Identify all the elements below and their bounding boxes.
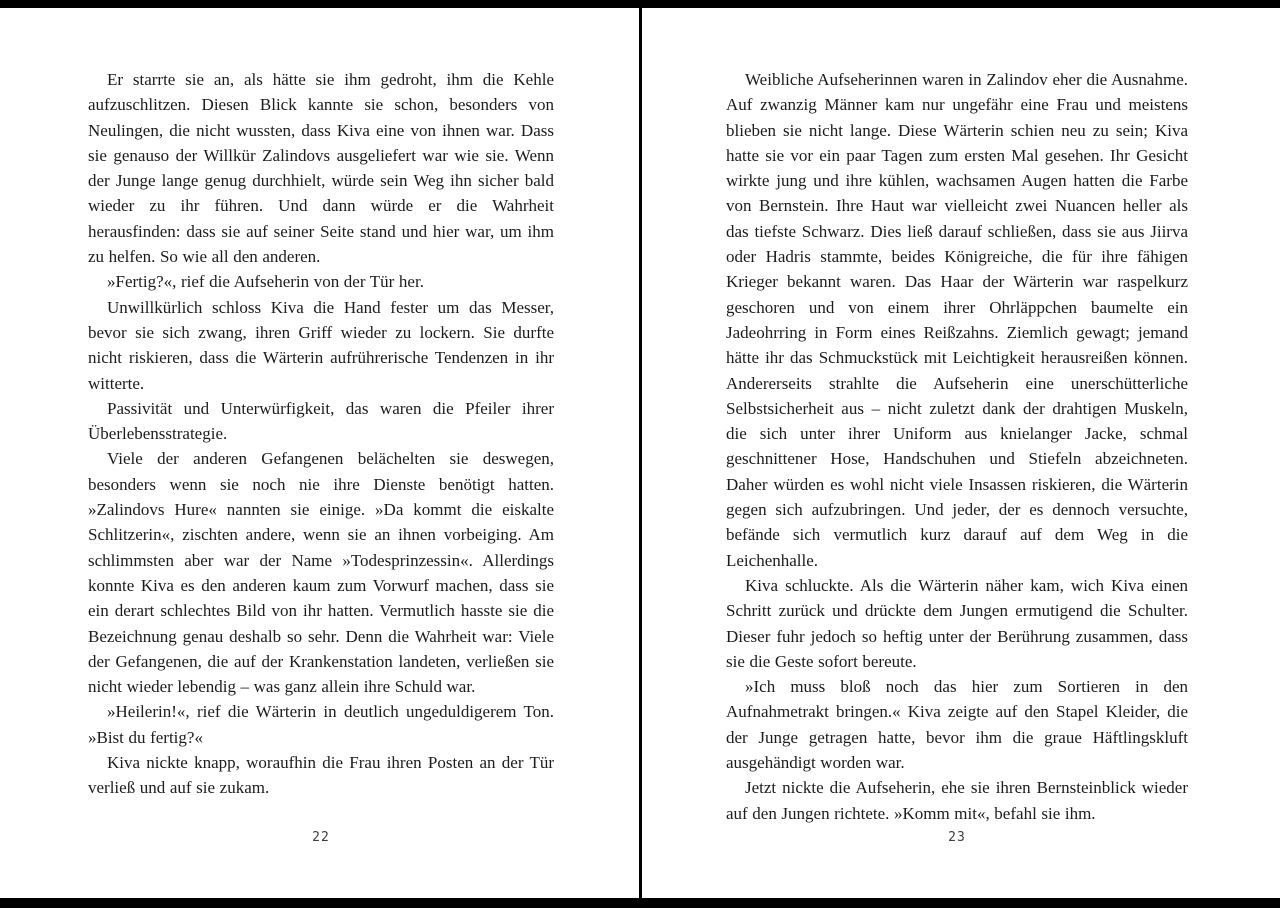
bottom-black-bar (0, 898, 1280, 908)
paragraph: »Fertig?«, rief die Aufseherin von der Tür her. (107, 272, 424, 292)
page-number-left: 22 (312, 830, 330, 845)
paragraph: Weibliche Aufseherinnen waren in Zalindov eher die Ausnahme. Auf zwanzig Männer kam nur ungefähr eine Frau und meistens blieben sie nicht lange. Diese Wärterin schien neu zu sein; Kiva hatte sie vor ein paar Tagen zum ersten Mal gesehen. Ihr Gesicht wirkte jung und ihre kühlen, wachsamen Augen hatten die Farbe von Bernstein. Ihre Haut war vielleicht zwei Nuancen heller als das tiefste Schwarz. Dies ließ darauf schließen, dass sie aus Jiirva oder Hadris stammte, beides Königreiche, die für ihre fähigen Krieger bekannt waren. Das Haar der Wärterin war raspelkurz geschoren und von einem ihrer Ohrläppchen baumelte ein Jadeohrring in Form eines Reißzahns. Ziemlich gewagt; jemand hätte ihr das Schmuckstück mit Leichtigkeit herausreißen können. Andererseits strahlte die Aufseherin eine unerschütterliche Selbstsicherheit aus – nicht zuletzt dank der drahtigen Muskeln, die sich unter ihrer Uniform aus knielanger Jacke, schmal geschnittener Hose, Handschuhen und Stiefeln abzeichneten. Daher würden es wohl nicht viele Insassen riskieren, die Wärterin gegen sich aufzubringen. Und jeder, der es dennoch versuchte, befände sich vermutlich kurz darauf auf dem Weg in die Leichenhalle. (726, 70, 1188, 570)
page-right (642, 0, 1280, 908)
paragraph: Unwillkürlich schloss Kiva die Hand fester um das Messer, bevor sie sich zwang, ihren Griff wieder zu lockern. Sie durfte nicht riskieren, dass die Wärterin aufrührerische Tendenzen in ihr witterte. (88, 297, 554, 393)
page-right-text-block (726, 67, 1188, 826)
paragraph: »Heilerin!«, rief die Wärterin in deutlich ungeduldigerem Ton. »Bist du fertig?« (88, 702, 554, 747)
page-left (0, 0, 639, 908)
paragraph: Passivität und Unterwürfigkeit, das waren die Pfeiler ihrer Überlebensstrategie. (88, 398, 554, 444)
page-left-text-block (88, 67, 554, 801)
page-number-right: 23 (948, 830, 966, 845)
paragraph: Kiva nickte knapp, woraufhin die Frau ihren Posten an der Tür verließ und auf sie zukam. (88, 753, 554, 798)
paragraph: Viele der anderen Gefangenen belächelten sie deswegen, besonders wenn sie noch nie ihre Dienste benötigt hatten. »Zalindovs Hure« nannten sie einige. »Da kommt die eiskalte Schlitzerin«, zischten andere, wenn sie an ihnen vorbeiging. Am schlimmsten aber war der Name »Todesprinzessin«. Allerdings konnte Kiva es den anderen kaum zum Vorwurf machen, dass sie ein derart schlechtes Bild von ihr hatten. Vermutlich hasste sie die Bezeichnung genau deshalb so sehr. Denn die Wahrheit war: Viele der Gefangenen, die auf der Krankenstation landeten, verließen sie nicht wieder lebendig – was ganz allein ihre Schuld war. (88, 449, 554, 697)
paragraph: Jetzt nickte die Aufseherin, ehe sie ihren Bernsteinblick wieder auf den Jungen richtete. »Komm mit«, befahl sie ihm. (726, 778, 1188, 823)
paragraph: Er starrte sie an, als hätte sie ihm gedroht, ihm die Kehle aufzuschlitzen. Diesen Blick kannte sie schon, besonders von Neulingen, die nicht wussten, dass Kiva eine von ihnen war. Dass sie genauso der Willkür Zalindovs ausgeliefert war wie sie. Wenn der Junge lange genug durchhielt, würde sein Weg ihn sicher bald wieder zu ihr führen. Und dann würde er die Wahrheit herausfinden: dass sie auf seiner Seite stand und hier war, um ihm zu helfen. So wie all den anderen. (88, 70, 554, 267)
paragraph: »Ich muss bloß noch das hier zum Sortieren in den Aufnahmetrakt bringen.« Kiva zeigte auf den Stapel Kleider, die der Junge getragen hatte, bevor ihm die graue Häftlingskluft ausgehändigt worden war. (726, 677, 1188, 773)
paragraph: Kiva schluckte. Als die Wärterin näher kam, wich Kiva einen Schritt zurück und drückte dem Jungen ermutigend die Schulter. Dieser fuhr jedoch so heftig unter der Berührung zusammen, dass sie die Geste sofort bereute. (726, 575, 1188, 671)
